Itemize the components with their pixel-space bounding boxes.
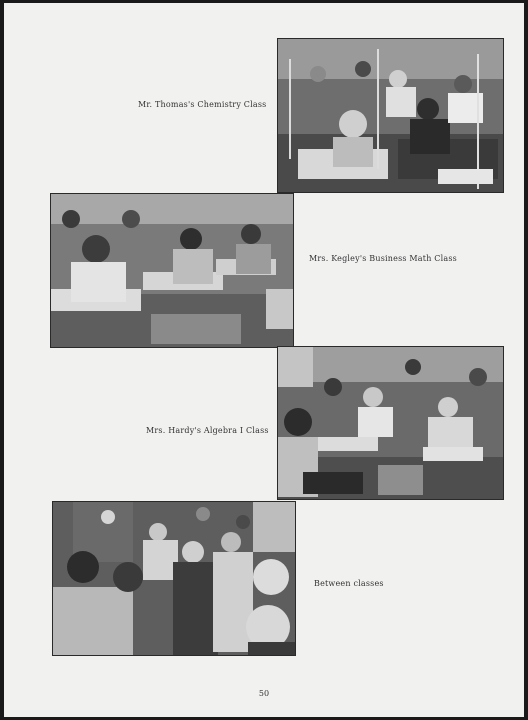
chemistry-class-caption: Mr. Thomas's Chemistry Class bbox=[138, 100, 267, 109]
business-math-class-photo bbox=[50, 193, 294, 348]
algebra-class-photo bbox=[277, 346, 504, 500]
yearbook-page bbox=[4, 3, 524, 717]
page-number: 50 bbox=[258, 689, 270, 698]
between-classes-caption: Between classes bbox=[314, 579, 384, 588]
between-classes-photo bbox=[52, 501, 296, 656]
chemistry-class-photo bbox=[277, 38, 504, 193]
business-math-class-caption: Mrs. Kegley's Business Math Class bbox=[309, 254, 457, 263]
algebra-class-caption: Mrs. Hardy's Algebra I Class bbox=[146, 426, 269, 435]
